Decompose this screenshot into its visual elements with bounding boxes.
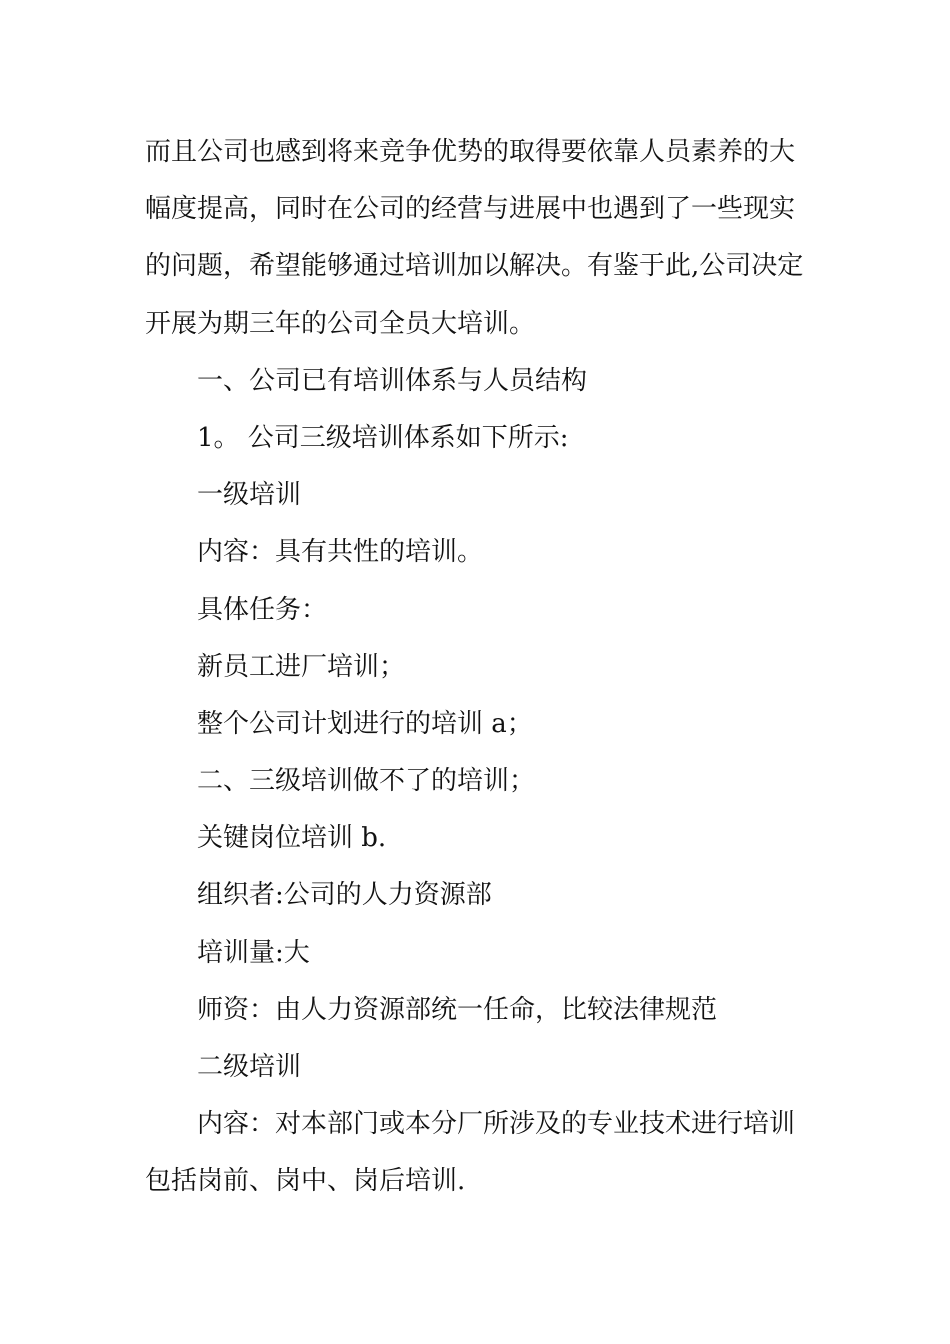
instructor-line: 师资：由人力资源部统一任命，比较法律规范 (197, 994, 718, 1025)
content-line: 内容：对本部门或本分厂所涉及的专业技术进行培训 (197, 1109, 796, 1140)
organizer-line: 组织者:公司的人力资源部 (197, 880, 492, 911)
paragraph-line: 而且公司也感到将来竞争优势的取得要依靠人员素养的大 (145, 137, 796, 167)
document-body (145, 124, 810, 1211)
subsection-heading: 1。 公司三级培训体系如下所示: (197, 422, 569, 453)
tasks-label: 具体任务： (197, 594, 328, 625)
volume-line: 培训量:大 (197, 937, 310, 968)
paragraph-line: 幅度提高，同时在公司的经营与进展中也遇到了一些现实 (145, 194, 796, 225)
paragraph-line: 的问题，希望能够通过培训加以解决。有鉴于此,公司决定 (145, 251, 804, 282)
task-item: 关键岗位培训 b. (197, 823, 387, 854)
content-line: 内容：具有共性的培训。 (197, 537, 484, 568)
task-item: 二、三级培训做不了的培训； (197, 766, 536, 797)
task-item: 新员工进厂培训； (197, 651, 406, 682)
paragraph-line: 包括岗前、岗中、岗后培训. (145, 1166, 466, 1197)
level-heading: 二级培训 (197, 1052, 302, 1082)
level-heading: 一级培训 (197, 480, 302, 511)
section-heading: 一、公司已有培训体系与人员结构 (197, 365, 588, 396)
paragraph-line: 开展为期三年的公司全员大培训。 (145, 308, 536, 339)
task-item: 整个公司计划进行的培训 a； (197, 708, 533, 739)
